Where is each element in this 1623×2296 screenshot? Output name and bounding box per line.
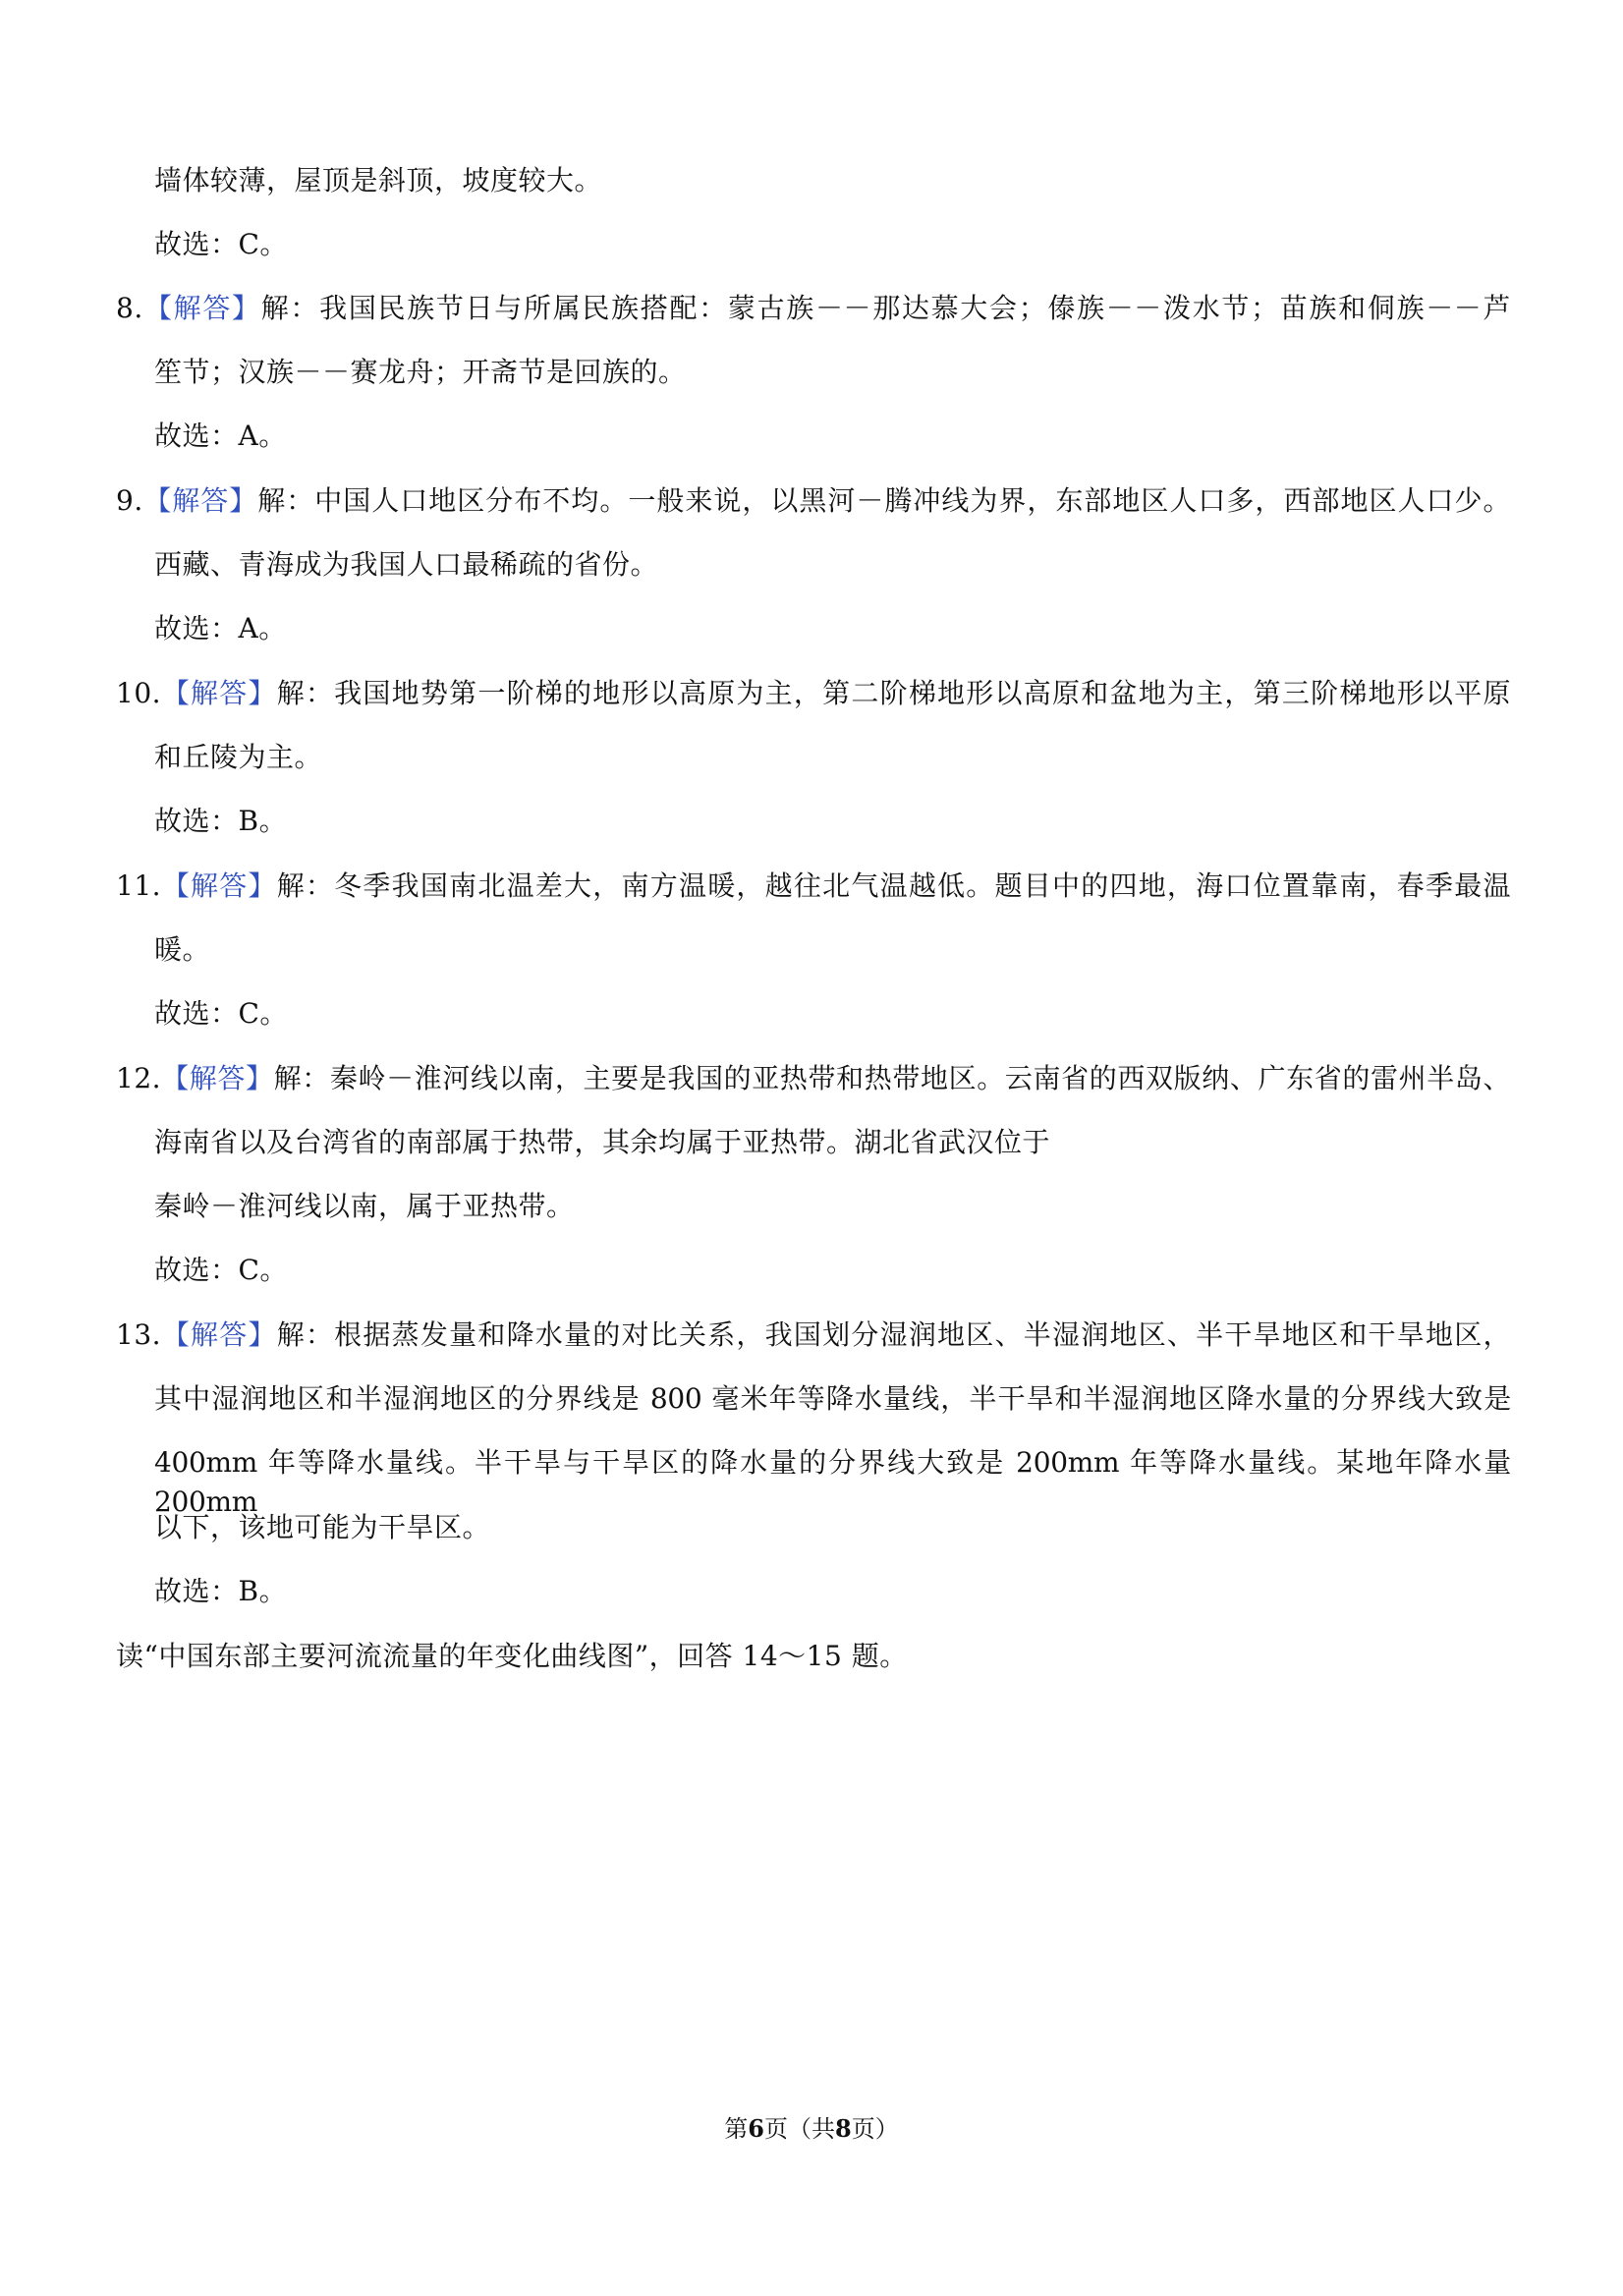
q8-answer-text: 解：我国民族节日与所属民族搭配：蒙古族－－那达慕大会；傣族－－泼水节；苗族和侗族－－芦: [260, 292, 1511, 324]
q13-answer-text: 解：根据蒸发量和降水量的对比关系，我国划分湿润地区、半湿润地区、半干旱地区和干旱地区，: [276, 1318, 1511, 1351]
q11-number: 11.: [116, 869, 162, 902]
q12-answer-line1: [116, 1059, 1511, 1098]
q13-answer-line2: 其中湿润地区和半湿润地区的分界线是 800 毫米年等降水量线，半干旱和半湿润地区降水量的分界线大致是: [154, 1382, 1511, 1415]
footer-suffix: 页）: [851, 2115, 899, 2143]
q11-answer-tag: 【解答】: [161, 869, 277, 902]
q13-answer-tag: 【解答】: [161, 1318, 277, 1351]
q11-answer-line1: [116, 867, 1511, 906]
q12-answer-line2: 海南省以及台湾省的南部属于热带，其余均属于亚热带。湖北省武汉位于: [154, 1126, 1051, 1158]
footer-page-number: 6: [748, 2114, 764, 2143]
q13-answer-line3: 400mm 年等降水量线。半干旱与干旱区的降水量的分界线大致是 200mm 年等降水量线。某地年降水量 200mm: [154, 1446, 1511, 1518]
q8-choice: 故选：A。: [154, 420, 287, 452]
q10-answer-text: 解：我国地势第一阶梯的地形以高原为主，第二阶梯地形以高原和盆地为主，第三阶梯地形以平原: [276, 677, 1511, 709]
q11-answer-line2: 暖。: [154, 933, 211, 966]
q12-answer-tag: 【解答】: [161, 1062, 274, 1094]
q12-answer-text: 解：秦岭－淮河线以南，主要是我国的亚热带和热带地区。云南省的西双版纳、广东省的雷州半岛、: [273, 1062, 1511, 1094]
q10-number: 10.: [116, 677, 162, 709]
q12-answer-line3: 秦岭－淮河线以南，属于亚热带。: [154, 1190, 575, 1222]
q11-answer-text: 解：冬季我国南北温差大，南方温暖，越往北气温越低。题目中的四地，海口位置靠南，春季最温: [276, 869, 1511, 902]
q10-choice: 故选：B。: [154, 805, 288, 837]
q9-answer-line2: 西藏、青海成为我国人口最稀疏的省份。: [154, 548, 659, 581]
q9-number: 9.: [116, 484, 143, 517]
q12-number: 12.: [116, 1062, 162, 1094]
q11-choice: 故选：C。: [154, 997, 288, 1030]
footer-middle: 页（共: [764, 2115, 835, 2143]
q7-choice: 故选：C。: [154, 228, 288, 260]
page-footer: [0, 2112, 1623, 2146]
q8-number: 8.: [116, 292, 143, 324]
footer-total-pages: 8: [835, 2114, 852, 2143]
q9-choice: 故选：A。: [154, 612, 287, 644]
q8-answer-line2: 笙节；汉族－－赛龙舟；开斋节是回族的。: [154, 356, 687, 388]
q13-number: 13.: [116, 1318, 162, 1351]
q8-answer-line1: [116, 289, 1511, 328]
q13-answer-line4: 以下，该地可能为干旱区。: [154, 1511, 491, 1543]
q10-answer-tag: 【解答】: [161, 677, 277, 709]
q13-answer-line1: [116, 1316, 1511, 1355]
q8-answer-tag: 【解答】: [142, 292, 261, 324]
q9-answer-line1: [116, 481, 1511, 521]
q10-answer-line2: 和丘陵为主。: [154, 741, 323, 773]
reading-prompt: 读“中国东部主要河流流量的年变化曲线图”，回答 14～15 题。: [116, 1640, 908, 1672]
q10-answer-line1: [116, 674, 1511, 713]
q7-answer-text-line: 墙体较薄，屋顶是斜顶，坡度较大。: [154, 164, 603, 196]
q12-choice: 故选：C。: [154, 1254, 288, 1286]
q9-answer-tag: 【解答】: [142, 484, 258, 517]
footer-prefix: 第: [724, 2115, 749, 2143]
q13-choice: 故选：B。: [154, 1575, 288, 1607]
q9-answer-text: 解：中国人口地区分布不均。一般来说，以黑河－腾冲线为界，东部地区人口多，西部地区人口少。: [257, 484, 1511, 517]
